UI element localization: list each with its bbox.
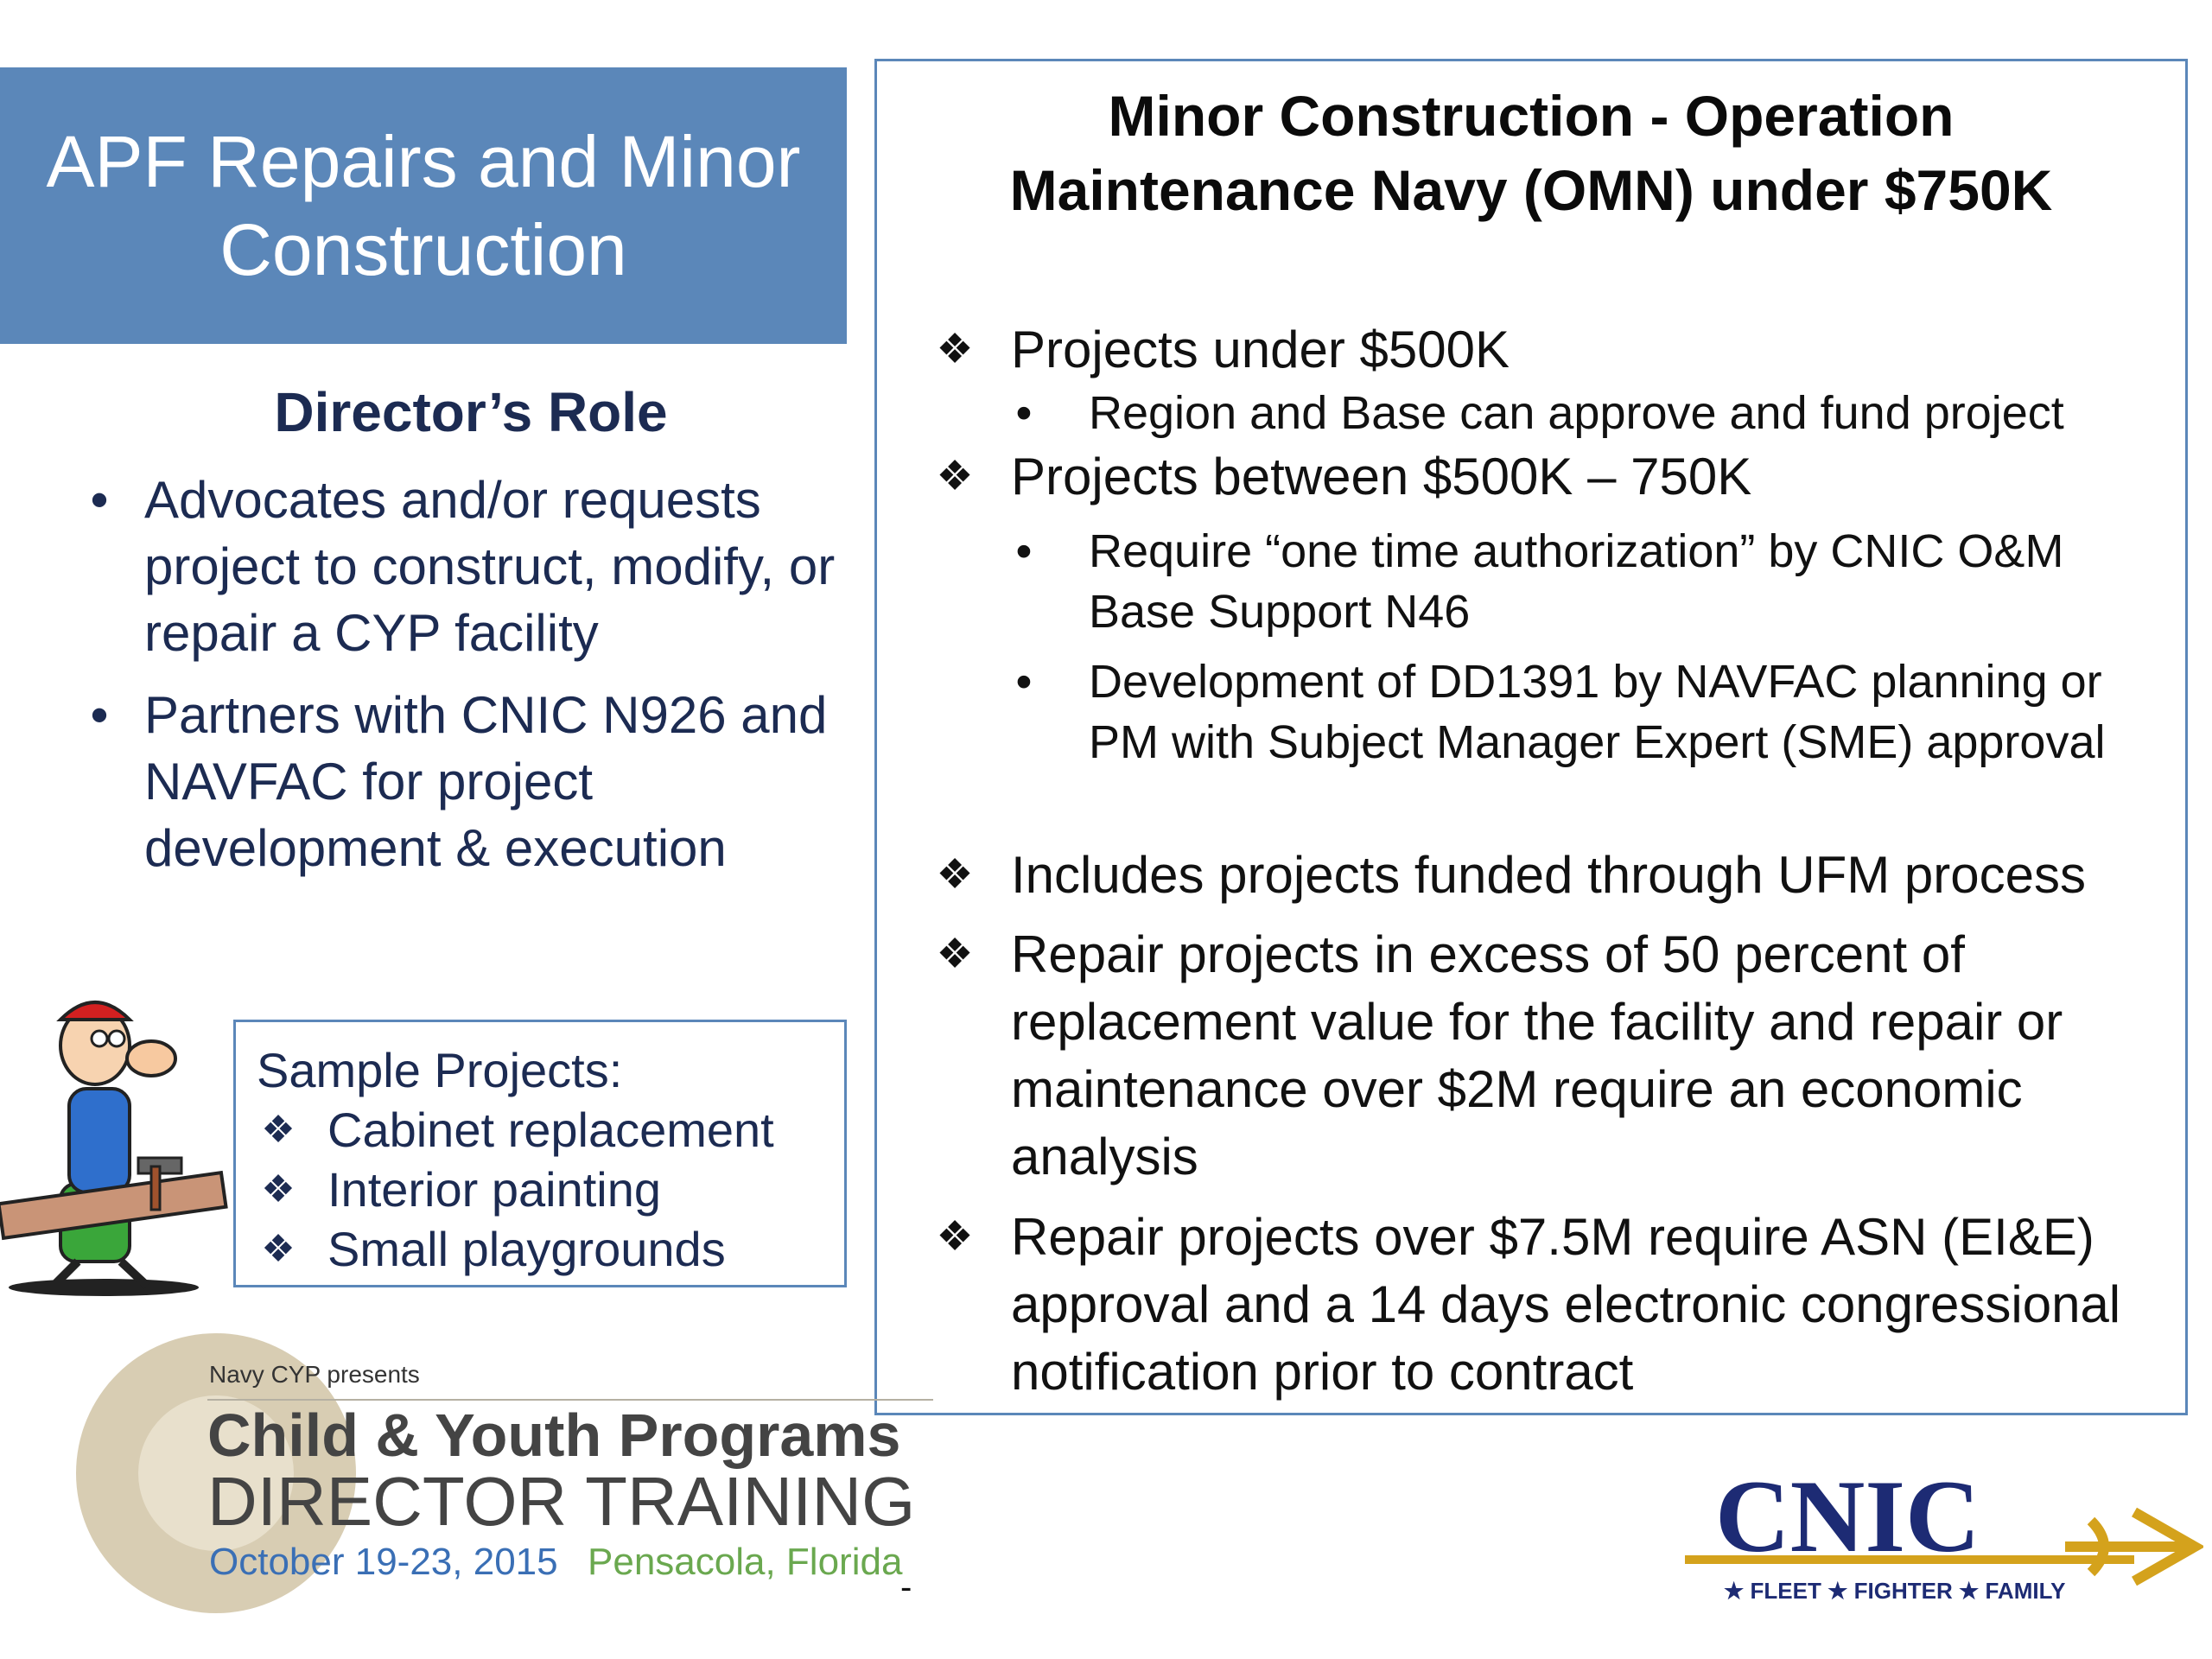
sample-projects-box bbox=[233, 1020, 847, 1287]
diamond-bullet-icon: ❖ bbox=[936, 454, 974, 499]
cnic-wordmark: CNIC bbox=[1715, 1460, 1980, 1573]
cyp-dates-text: October 19-23, 2015 bbox=[209, 1541, 558, 1583]
role-list bbox=[82, 467, 842, 897]
sample-project-text: Interior painting bbox=[327, 1162, 662, 1217]
cyp-presents-text: Navy CYP presents bbox=[209, 1361, 420, 1388]
sample-project-text: Small playgrounds bbox=[327, 1222, 726, 1276]
cnic-tagline: ★ FLEET ★ FIGHTER ★ FAMILY bbox=[1724, 1578, 2066, 1604]
bullet-glyph: • bbox=[1015, 525, 1033, 577]
sample-projects-heading: Sample Projects: bbox=[257, 1043, 623, 1097]
bullet-glyph: • bbox=[90, 686, 109, 744]
sample-project-item bbox=[257, 1100, 844, 1160]
cnic-logo bbox=[1685, 1460, 2203, 1633]
bullet-glyph: • bbox=[1015, 387, 1033, 439]
role-item-text: Advocates and/or requests project to construct, modify, or repair a CYP facility bbox=[144, 471, 836, 662]
omn-item-text: Projects under $500K bbox=[1011, 321, 1510, 378]
role-item bbox=[82, 682, 842, 881]
omn-subitem-text: Region and Base can approve and fund project bbox=[1089, 387, 2064, 439]
diamond-bullet-icon: ❖ bbox=[261, 1228, 296, 1270]
cyp-place-text: Pensacola, Florida bbox=[588, 1541, 903, 1583]
diamond-bullet-icon: ❖ bbox=[261, 1168, 296, 1211]
omn-title bbox=[877, 79, 2185, 227]
role-item bbox=[82, 467, 842, 666]
diamond-bullet-icon: ❖ bbox=[936, 852, 974, 898]
omn-item-text: Includes projects funded through UFM process bbox=[1011, 846, 2086, 904]
sample-project-text: Cabinet replacement bbox=[327, 1103, 774, 1157]
diamond-bullet-icon: ❖ bbox=[936, 931, 974, 977]
cyp-program-text: Child & Youth Programs bbox=[207, 1402, 901, 1469]
diamond-bullet-icon: ❖ bbox=[936, 1214, 974, 1260]
omn-title-line: Maintenance Navy (OMN) under $750K bbox=[1009, 158, 2053, 222]
sample-project-item bbox=[257, 1219, 844, 1279]
omn-subitem-text: Development of DD1391 by NAVFAC planning or PM with Subject Manager Expert (SME) approval bbox=[1089, 656, 2106, 768]
role-item-text: Partners with CNIC N926 and NAVFAC for project development & execution bbox=[144, 686, 828, 877]
omn-item-text: Repair projects over $7.5M require ASN (EI&E) approval and a 14 days electronic congressional notification prior to contract bbox=[1011, 1208, 2121, 1401]
omn-item-text: Projects between $500K – 750K bbox=[1011, 448, 1752, 505]
diamond-bullet-icon: ❖ bbox=[936, 327, 974, 372]
role-heading: Director’s Role bbox=[274, 381, 668, 443]
sample-project-item bbox=[257, 1160, 844, 1219]
omn-subitem-text: Require “one time authorization” by CNIC O&M Base Support N46 bbox=[1089, 525, 2064, 638]
bullet-glyph: • bbox=[90, 471, 109, 529]
cyp-director-training-logo bbox=[69, 1331, 942, 1624]
carpenter-cartoon-icon bbox=[0, 985, 242, 1313]
bullet-glyph: • bbox=[1015, 656, 1033, 708]
footer-dash: - bbox=[900, 1568, 912, 1606]
omn-item-text: Repair projects in excess of 50 percent of replacement value for the facility and repair or maintenance over $2M require an economic analysis bbox=[1011, 925, 2063, 1185]
cyp-training-text: DIRECTOR TRAINING bbox=[207, 1463, 916, 1540]
slide-title: APF Repairs and Minor Construction bbox=[46, 121, 801, 290]
diamond-bullet-icon: ❖ bbox=[261, 1109, 296, 1151]
omn-details-box bbox=[874, 59, 2188, 1415]
title-band bbox=[0, 67, 847, 344]
omn-title-line: Minor Construction - Operation bbox=[1108, 84, 1955, 148]
